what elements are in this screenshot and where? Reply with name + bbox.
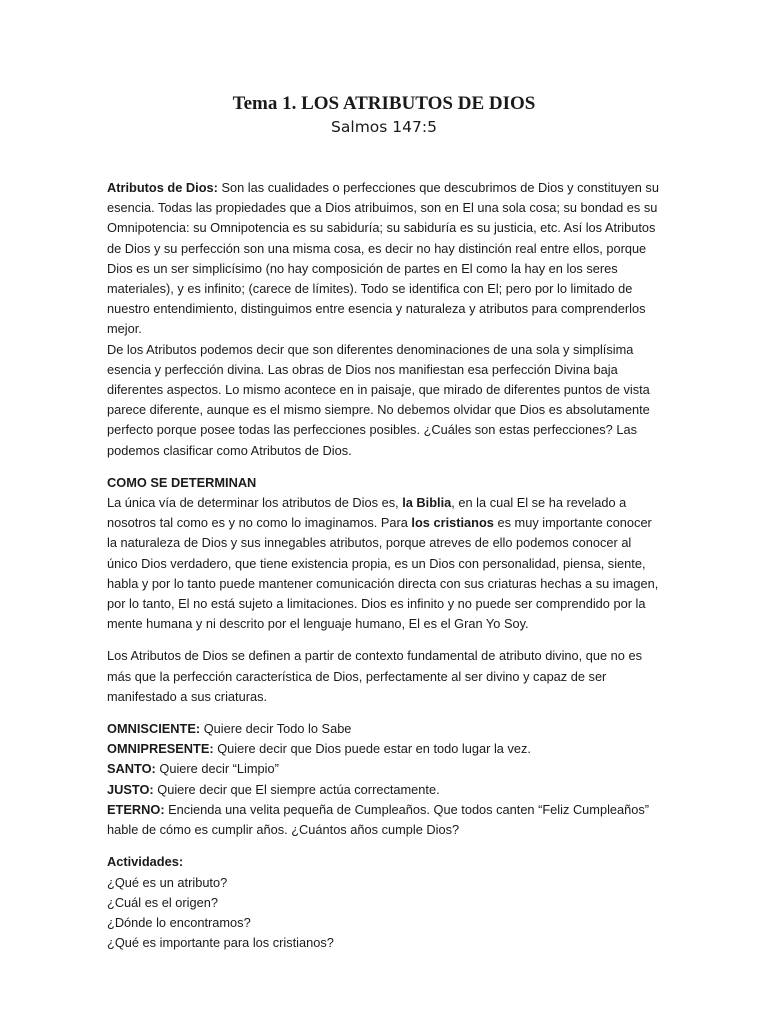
document-body: [107, 178, 663, 953]
intro-paragraph-2: De los Atributos podemos decir que son diferentes denominaciones de una sola y simplísima esencia y perfección divina. Las obras de Dios nos manifiestan esa perfección Divina baja diferentes aspectos. Lo mismo acontece en in paisaje, que mirado de diferentes puntos de vista parece diferente, aunque es el mismo siempre. No debemos olvidar que Dios es absolutamente perfecto porque posee todas las perfecciones posibles. ¿Cuáles son estas perfecciones? Las podemos clasificar como Atributos de Dios.: [107, 341, 650, 458]
intro-paragraph: [107, 178, 663, 340]
determinan-paragraph: La única vía de determinar los atributos de Dios es, la Biblia, en la cual El se ha revelado a nosotros tal como es y no como lo imaginamos. Para los cristianos es muy importante conocer la naturaleza de Dios y sus innegables atributos, porque atreves de ello podemos conocer al único Dios verdadero, que tiene existencia propia, es un Dios con personalidad, piensa, siente, habla y por lo tanto puede mantener comunicación directa con sus criaturas hechas a su imagen, por lo tanto, El no está sujeto a limitaciones. Dios es infinito y no puede ser comprendido por la mente humana y ni descrito por el lenguaje humano, El es el Gran Yo Soy.: [107, 495, 659, 632]
activities-heading: Actividades:: [107, 854, 184, 870]
determinan-heading: COMO SE DETERMINAN: [107, 474, 257, 490]
bold-cristianos: los cristianos: [411, 515, 494, 531]
attribute-omnipresente: OMNIPRESENTE: Quiere decir que Dios puede estar en todo lugar la vez.: [107, 741, 531, 757]
activity-question: ¿Qué es un atributo?: [107, 874, 228, 890]
bold-biblia: la Biblia: [402, 495, 452, 511]
intro-text: Son las cualidades o perfecciones que descubrimos de Dios y constituyen su esencia. Todas las propiedades que a Dios atribuimos, son en El una sola cosa; su bondad es su Omnipotencia: su Omnipotencia es su sabiduría; su sabiduría es su justicia, etc. Así los Atributos de Dios y su perfección son una misma cosa, es decir no hay distinción real entre ellos, porque Dios es un ser simplicísimo (no hay composición de partes en El como la hay en los seres materiales), y es infinito; (carece de límites). Todo se identifica con El; pero por lo limitado de nuestro entendimiento, distinguimos entre esencia y naturaleza y atributos para comprenderlos mejor.: [107, 180, 659, 337]
activity-question: ¿Qué es importante para los cristianos?: [107, 935, 334, 951]
attribute-omnisciente: OMNISCIENTE: Quiere decir Todo lo Sabe: [107, 721, 352, 737]
definition-paragraph: Los Atributos de Dios se definen a partir de contexto fundamental de atributo divino, que no es más que la perfección característica de Dios, perfectamente al ser divino y capaz de ser manifestado a sus criaturas.: [107, 648, 642, 704]
document-subtitle: Salmos 147:5: [331, 118, 437, 136]
attribute-eterno: ETERNO: Encienda una velita pequeña de Cumpleaños. Que todos canten “Feliz Cumpleaños” hable de cómo es cumplir años. ¿Cuántos años cumple Dios?: [107, 801, 650, 838]
activity-question: ¿Dónde lo encontramos?: [107, 914, 251, 930]
intro-label: Atributos de Dios:: [107, 180, 218, 195]
attribute-santo: SANTO: Quiere decir “Limpio”: [107, 761, 279, 777]
attribute-justo: JUSTO: Quiere decir que El siempre actúa correctamente.: [107, 781, 440, 797]
document-title: Tema 1. LOS ATRIBUTOS DE DIOS: [232, 93, 536, 114]
activity-question: ¿Cuál es el origen?: [107, 894, 218, 910]
